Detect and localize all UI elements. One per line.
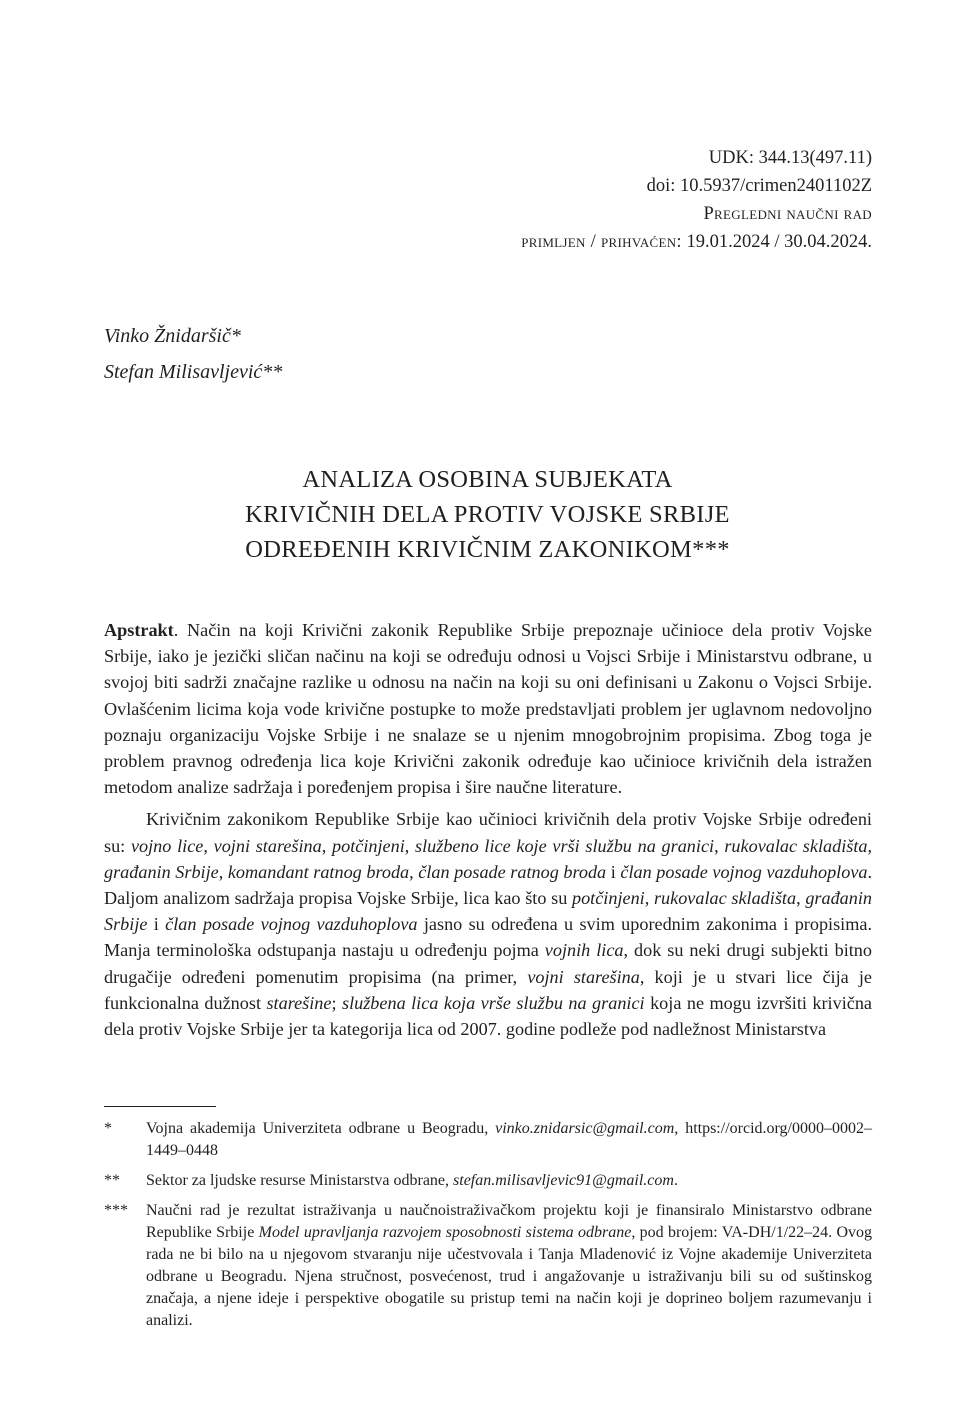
text-run: ; [331,992,342,1013]
text-run: koja ne mogu izvršiti krivična dela protiv Vojske Srbije jer ta kategorija lica od 2007. godine podleže pod nadležnost Ministarstva [104,992,872,1040]
italic-term: vojnih lica [544,940,624,961]
dates-value: 19.01.2024 / 30.04.2024. [686,232,872,252]
title-line: ANALIZA OSOBINA SUBJEKATA [302,466,673,493]
text-run: , [404,835,416,856]
italic-term: rukovalac skladišta [653,888,797,909]
italic-term: rukovalac skladišta [724,835,868,856]
italic-term: građanin Srbije [104,888,873,935]
italic-term: službena lica koja vrše službu na granici [342,992,645,1013]
text-run: . [673,1172,678,1189]
italic-term: potčinjeni [332,835,405,856]
text-run: Vojna akademija Univerziteta odbrane u Beogradu, [146,1120,496,1137]
text-run: . Daljom analizom sadržaja propisa Vojske Srbije, lica kao što su [104,861,873,909]
text-run: , [867,835,873,856]
footnote-mark: ** [104,1172,120,1189]
italic-term: član posade vojnog vazduhoplova [165,914,418,935]
italic-term: vojni starešina [213,835,322,856]
title-line: KRIVIČNIH DELA PROTIV VOJSKE SRBIJE [245,501,730,528]
italic-term: vinko.znidarsic@gmail.com [495,1120,675,1137]
text-run: , [203,835,214,856]
author-list [104,318,282,390]
footnote [104,1200,872,1332]
footnote [104,1118,872,1162]
italic-term: vojni starešina [527,966,640,987]
footnote-mark: * [230,325,241,347]
footnote-separator [104,1106,216,1107]
italic-term: vojno lice [130,835,204,856]
footnote-text [146,1200,872,1332]
italic-term: građanin Srbije [104,861,219,882]
text-run: , pod brojem: VA-DH/1/22–24. Ovog rada ne bi bilo na u njegovom stvaranju nije učestvovala i Tanja Mladenović iz Vojne akademije Univerziteta odbrane u Beogradu. Njena stručnost, posvećenost, trud i angažovanje u istraživanju bili su od suštinskog značaja, a njene ideje i perspektive obogatile su pristup temi na način koji je doprineo boljem razumevanju i analizi. [146,1224,873,1329]
text-run: , [714,835,725,856]
title-line: ODREĐENIH KRIVIČNIM ZAKONIKOM*** [245,536,730,563]
doi[interactable]: doi: 10.5937/crimen2401102Z [646,176,872,196]
received-accepted-dates [521,228,872,256]
udk-code: UDK: 344.13(497.11) [708,148,872,168]
text-run: , [796,888,806,909]
paper-title [0,462,975,567]
text-run: Naučni rad je rezultat istraživanja u naučnoistraživačkom projektu koji je finansiralo Ministarstvo odbrane Republike Srbije [146,1202,872,1241]
abstract-label: Apstrakt [104,620,174,640]
text-run: , koji je u stvari lice čija je funkcionalna dužnost [104,966,873,1013]
italic-term: stefan.milisavljevic91@gmail.com [453,1172,674,1189]
text-run: , [218,861,228,882]
text-run: i [606,861,621,882]
text-run: , dok su neki drugi subjekti bitno drugačije određeni pomenutim propisima (na primer, [104,940,872,987]
abstract [104,617,872,1048]
italic-term: član posade vojnog vazduhoplova [620,861,868,882]
article-type: Pregledni naučni rad [703,204,872,224]
article-metadata [521,144,872,256]
abstract-paragraph [104,806,872,1042]
italic-term: Model upravljanja razvojem sposobnosti sistema odbrane [258,1224,632,1241]
footnote-mark: ** [262,361,283,383]
footnote-mark: *** [692,536,730,563]
footnote-mark: * [104,1120,112,1137]
italic-term: službeno lice koje vrši službu na granici [415,835,715,856]
author: Stefan Milisavljević** [104,361,283,383]
italic-term: komandant ratnog broda [227,861,410,882]
dates-label: primljen / prihvaćen: [521,232,682,252]
italic-term: član posade ratnog broda [418,861,607,882]
text-run: , [644,888,654,909]
footnote-text [146,1170,872,1192]
footnote [104,1170,872,1192]
text-run: i [147,914,166,935]
text-run: , [409,861,419,882]
text-run: , https://orcid.org/0000–0002–1449–0448 [146,1120,872,1159]
footnote-text [146,1118,872,1162]
text-run: Krivičnim zakonikom Republike Srbije kao učinioci krivičnih dela protiv Vojske Srbije određeni su: [104,809,872,856]
footnotes [104,1118,872,1340]
italic-term: starešine [266,992,332,1013]
text-run: jasno su određena u svim uporednim zakonima i propisima. Manja terminološka odstupanja nastaju u određenju pojma [104,914,872,961]
author: Vinko Žnidaršič* [104,325,241,347]
abstract-paragraph: Apstrakt. Način na koji Krivični zakonik Republike Srbije prepoznaje učinioce dela protiv Vojske Srbije, iako je jezički sličan načinu na koji se određuju odnosi u Vojsci Srbije i Ministarstvu odbrane, u svojoj biti sadrži značajne razlike u odnosu na način na koji su oni definisani u Zakonu o Vojsci Srbije. Ovlašćenim licima koja vode krivične postupke to može predstavljati problem jer uglavnom nedovoljno poznaju organizaciju Vojske Srbije i ne snalaze se u njenim mnogobrojnim propisima. Zbog toga je problem pravnog određenja lica koje Krivični zakonik određuje kao učinioce krivičnih dela istražen metodom analize sadržaja i poređenjem propisa i šire naučne literature. [104,620,872,798]
footnote-mark: *** [104,1202,128,1219]
italic-term: potčinjeni [571,888,645,909]
text-run: , [321,835,333,856]
text-run: Sektor za ljudske resurse Ministarstva odbrane, [146,1172,454,1189]
